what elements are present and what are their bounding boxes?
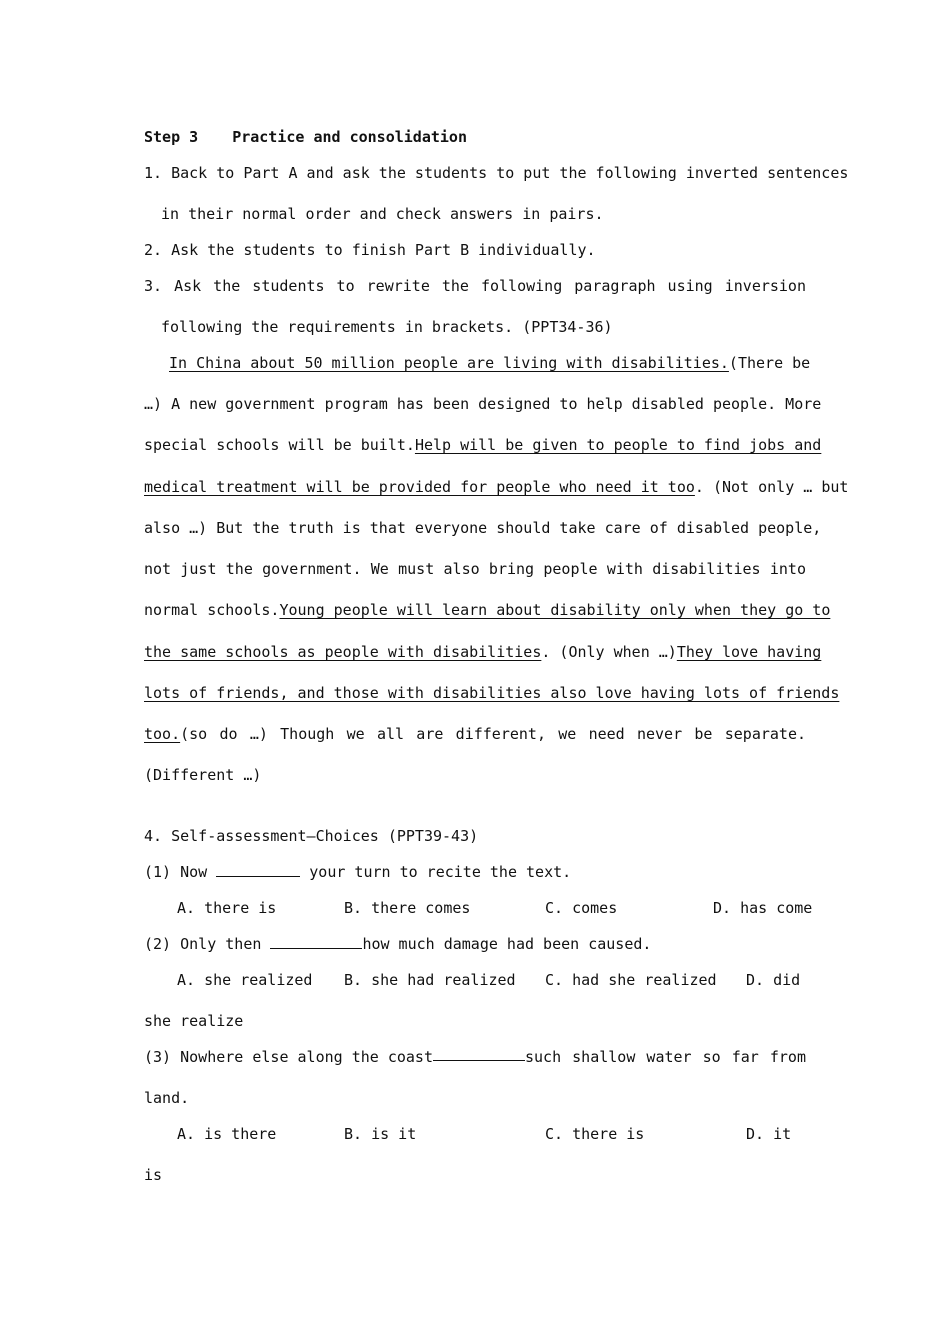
question-3-continued: land.	[144, 1089, 190, 1107]
para-line-8	[144, 643, 822, 661]
item-3-line-2: following the requirements in brackets. (PPT34-36)	[161, 318, 613, 336]
q2-option-b: B. she had realized	[344, 971, 516, 989]
question-3-start: (3) Nowhere else along the coast	[144, 1048, 433, 1066]
step-label: Step 3	[144, 128, 199, 146]
underlined-sentence-4a: They love having	[676, 643, 822, 661]
underlined-sentence-1: In China about 50 million people are living with disabilities.	[169, 354, 729, 372]
para-text: special schools will be built.	[144, 436, 415, 454]
para-text: normal schools.	[144, 601, 280, 619]
question-3-end: such shallow water so far from	[524, 1048, 806, 1066]
item-3-line-1: 3. Ask the students to rewrite the following paragraph using inversion	[144, 277, 806, 295]
answer-blank	[216, 864, 300, 877]
underlined-sentence-4b: lots of friends, and those with disabilities also love having lots of friends	[144, 684, 840, 702]
underlined-sentence-3b: the same schools as people with disabilities	[144, 643, 542, 661]
item-2: 2. Ask the students to finish Part B individually.	[144, 241, 596, 259]
q3-option-d: D. it	[746, 1125, 792, 1143]
q2-option-c: C. had she realized	[545, 971, 717, 989]
q1-option-a: A. there is	[177, 899, 277, 917]
answer-blank	[270, 936, 362, 949]
hint-not-only: . (Not only … but	[694, 478, 849, 496]
para-line-5: also …) But the truth is that everyone should take care of disabled people,	[144, 519, 822, 537]
answer-blank	[433, 1048, 525, 1061]
question-2-continued: she realize	[144, 1012, 244, 1030]
hint-so-do: (so do …) Though we all are different, we need never be separate.	[180, 725, 806, 743]
para-line-1	[169, 354, 811, 372]
q1-option-d: D. has come	[713, 899, 813, 917]
para-line-11: (Different …)	[144, 766, 262, 784]
q1-option-b: B. there comes	[344, 899, 471, 917]
question-1-end: your turn to recite the text.	[300, 863, 572, 881]
para-line-6: not just the government. We must also bring people with disabilities into	[144, 560, 806, 578]
question-2-start: (2) Only then	[144, 935, 271, 953]
para-line-3	[144, 436, 822, 454]
underlined-sentence-4c: too.	[144, 725, 181, 743]
item-1-line-2: in their normal order and check answers in pairs.	[161, 205, 604, 223]
question-1-start: (1) Now	[144, 863, 217, 881]
step-heading	[144, 128, 806, 146]
underlined-sentence-2b: medical treatment will be provided for people who need it too	[144, 478, 695, 496]
underlined-sentence-2a: Help will be given to people to find jobs and	[414, 436, 822, 454]
question-2-end: how much damage had been caused.	[362, 935, 652, 953]
underlined-sentence-3a: Young people will learn about disability only when they go to	[279, 601, 831, 619]
question-2	[144, 935, 806, 953]
para-line-7	[144, 601, 831, 619]
question-1	[144, 863, 806, 881]
assess-title: 4. Self-assessment—Choices (PPT39-43)	[144, 827, 479, 845]
question-3	[144, 1048, 806, 1066]
item-1-line-1: 1. Back to Part A and ask the students to put the following inverted sentences	[144, 164, 849, 182]
q2-option-d: D. did	[746, 971, 801, 989]
question-3-option-d-continued: is	[144, 1166, 163, 1184]
para-line-4	[144, 478, 849, 496]
para-line-10	[144, 725, 806, 743]
q3-option-a: A. is there	[177, 1125, 277, 1143]
hint-only-when: . (Only when …)	[541, 643, 677, 661]
para-line-2: …) A new government program has been designed to help disabled people. More	[144, 395, 822, 413]
q1-option-c: C. comes	[545, 899, 618, 917]
q2-option-a: A. she realized	[177, 971, 313, 989]
hint-there-be: (There be	[728, 354, 811, 372]
q3-option-c: C. there is	[545, 1125, 645, 1143]
q3-option-b: B. is it	[344, 1125, 417, 1143]
step-title: Practice and consolidation	[232, 128, 467, 146]
